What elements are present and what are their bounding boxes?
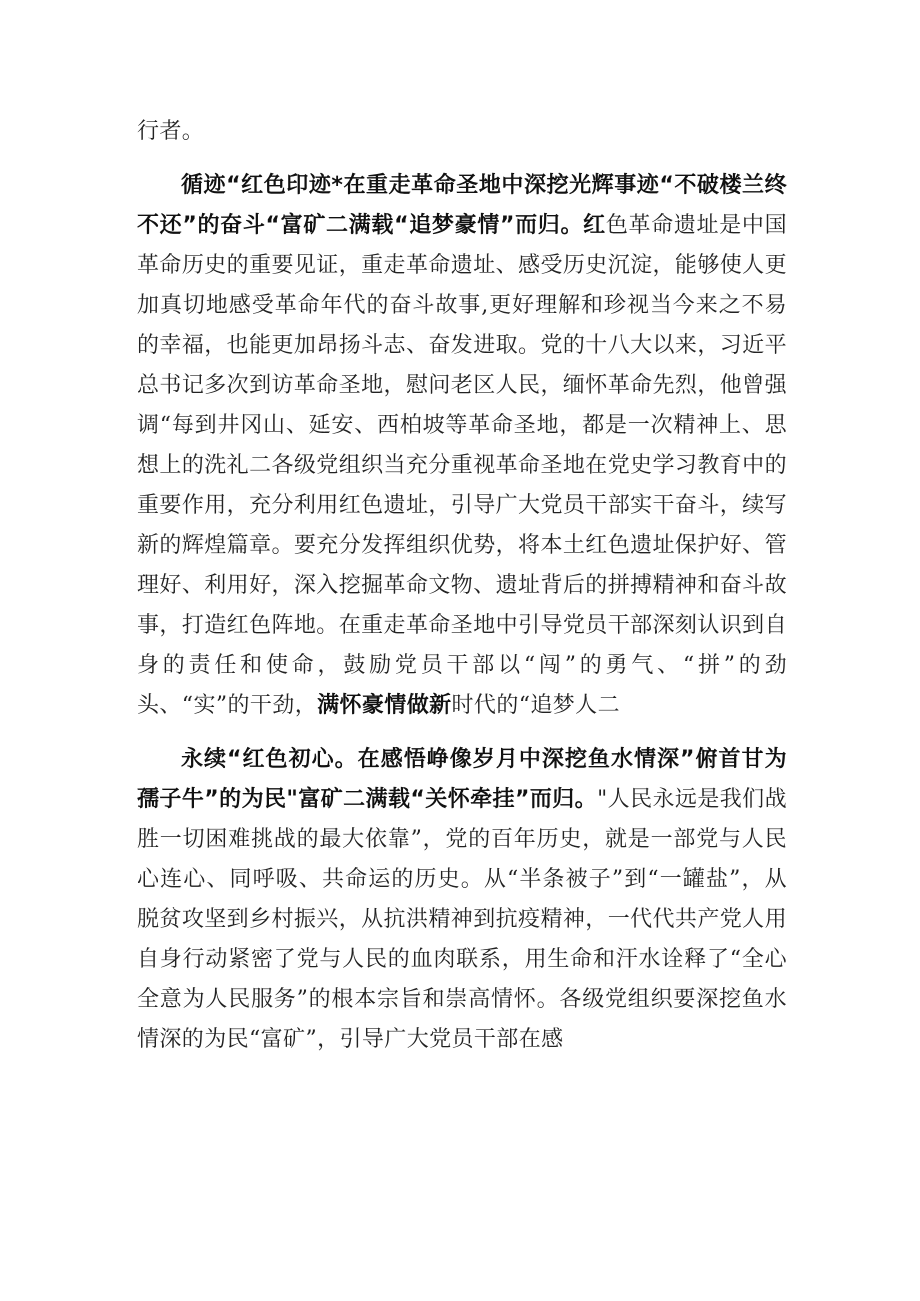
paragraph-red-original-heart (137, 740, 787, 1060)
paragraph-bold-phrase: 满怀豪情做新 (317, 693, 452, 718)
document-page (137, 112, 787, 1060)
paragraph-body: "人民永远是我们战胜一切困难挑战的最大依靠”，党的百年历史，就是一部党与人民心连心、同呼吸、共命运的历史。从“半条被子”到“一罐盐”，从脱贫攻坚到乡村振兴，从抗洪精神到抗疫精神，一代代共产党人用自身行动紧密了党与人民的血肉联系，用生命和汗水诠释了“全心全意为人民服务”的根本宗旨和崇高情怀。各级党组织要深挖鱼水情深的为民“富矿”，引导广大党员干部在感 (137, 787, 787, 1052)
paragraph-continuation (137, 112, 787, 152)
paragraph-heading-lead: 永续“红色初心。在感悟峥像岁月中深挖鱼水情深”俯首甘为孺子牛”的为民"富矿二满载“关怀牵挂”而归。 (137, 747, 787, 812)
paragraph-body: 色革命遗址是中国革命历史的重要见证，重走革命遗址、感受历史沉淀，能够使人更加真切地感受革命年代的奋斗故事,更好理解和珍视当今来之不易的幸福，也能更加昂扬斗志、奋发进取。党的十八大以来，习近平总书记多次到访革命圣地，慰问老区人民，缅怀革命先烈，他曾强调“每到井冈山、延安、西柏坡等革命圣地，都是一次精神上、思想上的洗礼二各级党组织当充分重视革命圣地在党史学习教育中的重要作用，充分利用红色遗址，引导广大党员干部实干奋斗，续写新的辉煌篇章。要充分发挥组织优势，将本土红色遗址保护好、管理好、利用好，深入挖掘革命文物、遗址背后的拼搏精神和奋斗故事，打造红色阵地。在重走革命圣地中引导党员干部深刻认识到自身的责任和使命，鼓励党员干部以“闯”的勇气、“拼”的劲头、“实”的干劲， (137, 213, 787, 718)
paragraph-red-footprints (137, 166, 787, 726)
paragraph-body: 行者。 (137, 119, 205, 144)
paragraph-heading-lead: 循迹“红色印迹*在重走革命圣地中深挖光辉事迹“不破楼兰终不还”的奋斗“富矿二满载“追梦豪情”而归。红 (137, 173, 787, 238)
paragraph-tail: 时代的“追梦人二 (451, 693, 620, 718)
